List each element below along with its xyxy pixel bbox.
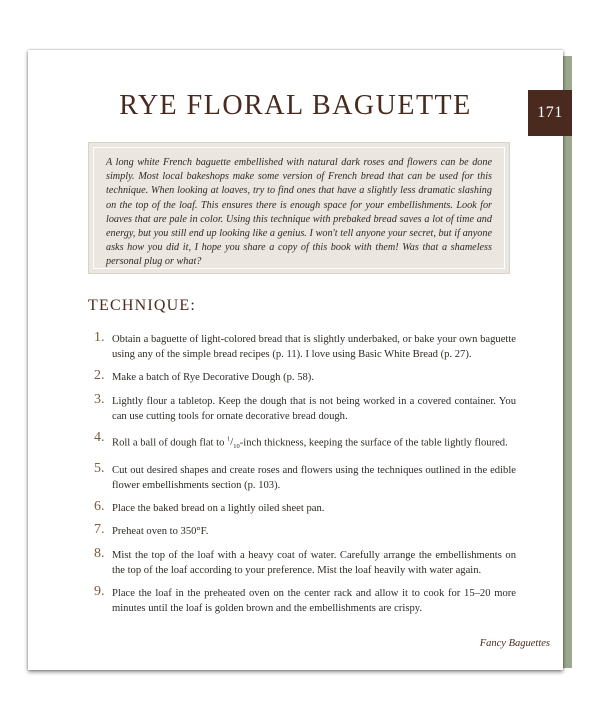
- page-title: RYE FLORAL BAGUETTE: [119, 90, 472, 121]
- step-number: 6.: [94, 499, 105, 515]
- list-item: [88, 545, 516, 578]
- step-number: 3.: [94, 391, 105, 407]
- step-text-after: -inch thickness, keeping the surface of the table lightly floured.: [239, 437, 508, 449]
- step-number: 7.: [94, 522, 105, 538]
- intro-box: [88, 142, 510, 274]
- step-text: Place the baked bread on a lightly oiled sheet pan.: [112, 503, 325, 515]
- step-number: 8.: [94, 545, 105, 561]
- list-item: [88, 370, 516, 385]
- step-text: Mist the top of the loaf with a heavy coat of water. Carefully arrange the embellishments on the top of the loaf according to your preference. Mist the loaf heavily with water again.: [112, 549, 516, 576]
- list-item: [88, 501, 516, 516]
- list-item: [88, 391, 516, 424]
- step-text: Lightly flour a tabletop. Keep the dough that is not being worked in a covered container. You can use cutting tools for ornate decorative bread dough.: [112, 395, 516, 422]
- step-text: Cut out desired shapes and create roses and flowers using the techniques outlined in the edible flower embellishments section (p. 103).: [112, 464, 516, 491]
- list-item: [88, 586, 516, 616]
- step-number: 9.: [94, 584, 105, 600]
- technique-steps-list: [88, 332, 516, 624]
- fraction: $^1/_{10}$: [227, 435, 240, 451]
- step-number: 5.: [94, 460, 105, 476]
- list-item: [88, 332, 516, 362]
- list-item: [88, 429, 516, 455]
- step-text-before: Roll a ball of dough flat to: [112, 437, 228, 449]
- page-number-tab: 171: [528, 90, 572, 136]
- list-item: [88, 460, 516, 493]
- step-number: 1.: [94, 330, 105, 345]
- step-text: Make a batch of Rye Decorative Dough (p. 58).: [112, 372, 314, 384]
- step-number: 4.: [94, 429, 105, 445]
- running-footer: Fancy Baguettes: [479, 638, 550, 649]
- fraction-numerator: 1: [227, 435, 231, 443]
- intro-text: A long white French baguette embellished with natural dark roses and flowers can be done simply. Most local bakeshops make some version of French bread that can be used for this technique. When looking at loaves, try to find ones that have a slightly less dramatic slashing on the top of the loaf. This ensures there is enough space for your embellishments. Look for loaves that are pale in color. Using this technique with prebaked bread saves a lot of time and energy, but you still end up looking like a genius. I won't tell anyone your secret, but if anyone asks how you did it, I hope you share a copy of this book with them! Was that a shameless personal plug or what?: [93, 147, 505, 269]
- list-item: [88, 524, 516, 539]
- section-heading: TECHNIQUE:: [88, 297, 196, 314]
- step-text: Preheat oven to 350°F.: [112, 526, 209, 538]
- step-text: Place the loaf in the preheated oven on the center rack and allow it to cook for 15–20 more minutes until the loaf is golden brown and the embellishments are crispy.: [112, 588, 516, 615]
- fraction-denominator: 10: [233, 443, 240, 451]
- step-number: 2.: [94, 368, 105, 384]
- step-text: Obtain a baguette of light-colored bread that is slightly underbaked, or bake your own baguette using any of the simple bread recipes (p. 11). I love using Basic White Bread (p. 27).: [112, 334, 516, 360]
